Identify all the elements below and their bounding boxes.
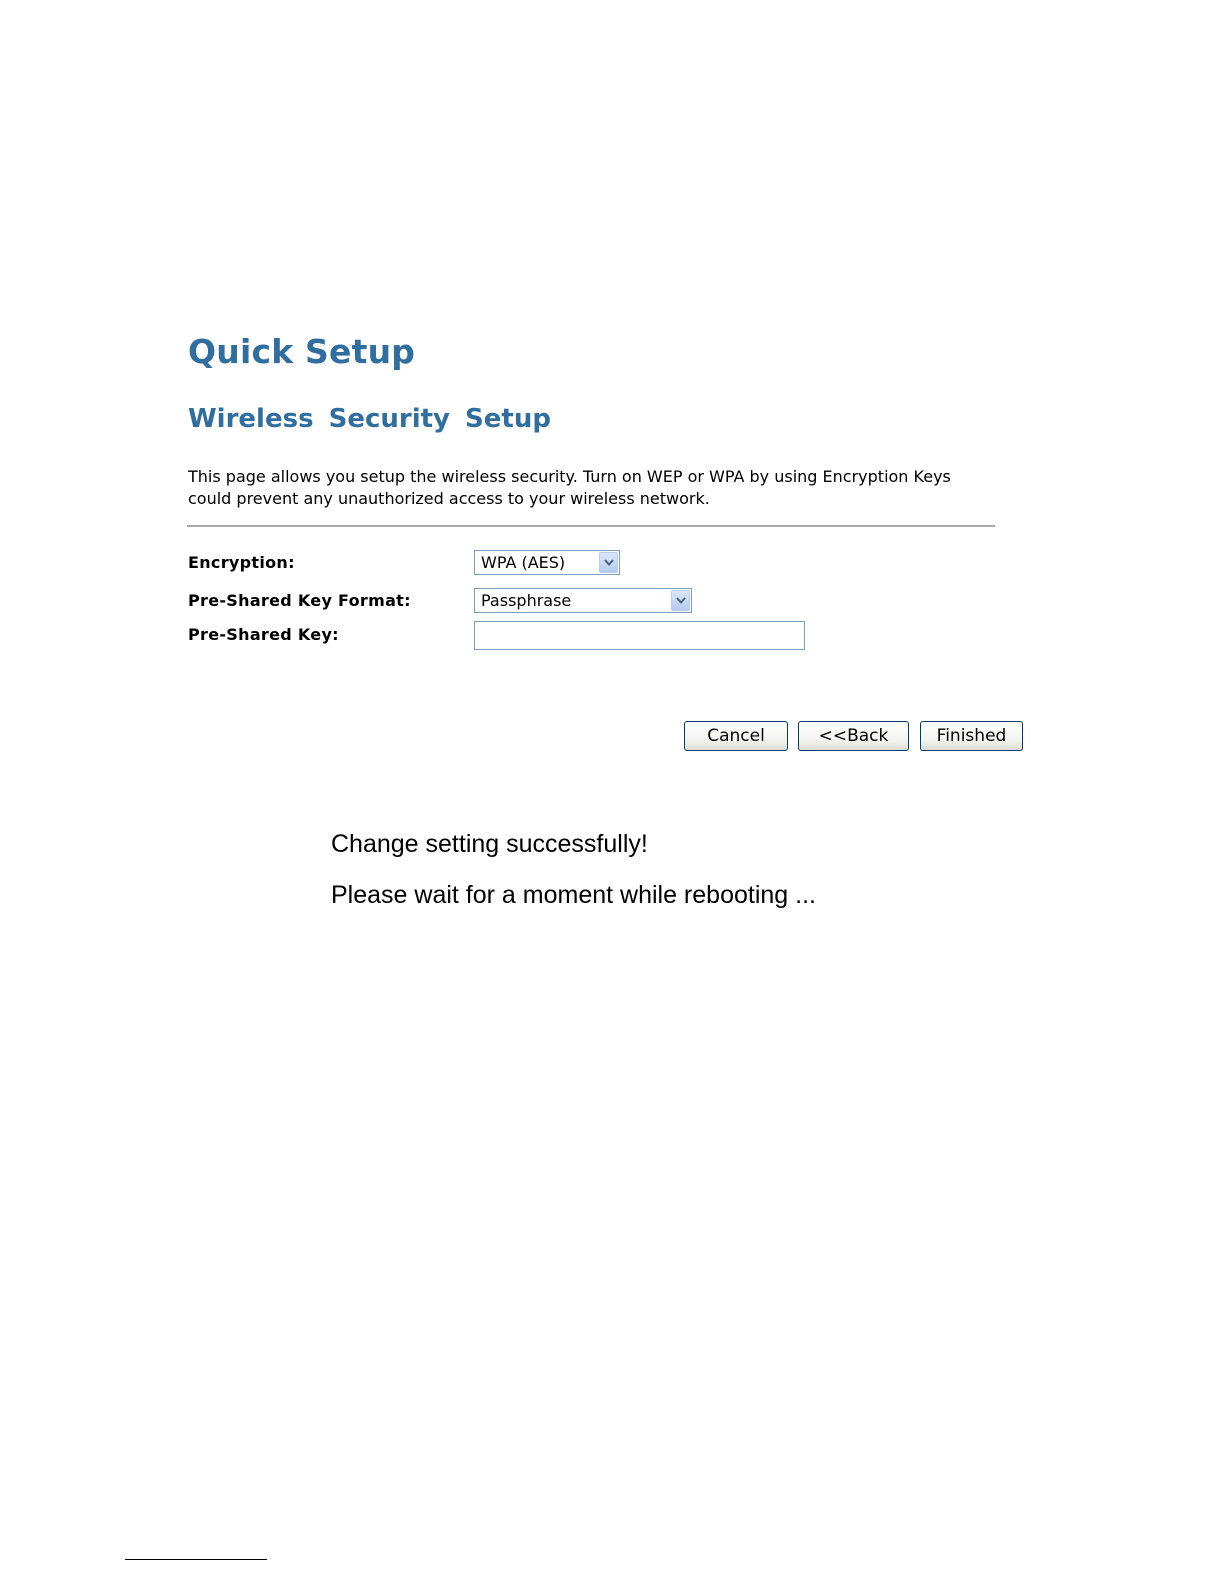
pre-shared-key-input[interactable] — [474, 621, 805, 650]
cancel-button[interactable]: Cancel — [684, 721, 788, 751]
encryption-select[interactable] — [474, 550, 620, 575]
chevron-down-icon[interactable] — [599, 552, 618, 573]
divider — [187, 525, 995, 527]
back-button[interactable]: <<Back — [798, 721, 909, 751]
encryption-select-value: WPA (AES) — [481, 553, 566, 572]
success-message: Change setting successfully! — [331, 830, 648, 858]
key-format-select[interactable] — [474, 588, 692, 613]
footnote-rule — [125, 1559, 267, 1560]
reboot-wait-message: Please wait for a moment while rebooting ... — [331, 881, 816, 909]
key-format-label: Pre-Shared Key Format: — [188, 591, 411, 610]
finished-button[interactable]: Finished — [920, 721, 1023, 751]
key-format-select-value: Passphrase — [481, 591, 572, 610]
page-title: Quick Setup — [188, 332, 416, 371]
encryption-label: Encryption: — [188, 553, 295, 572]
chevron-down-icon[interactable] — [671, 590, 690, 611]
pre-shared-key-label: Pre-Shared Key: — [188, 625, 339, 644]
section-title: Wireless Security Setup — [188, 404, 551, 434]
page-description: This page allows you setup the wireless security. Turn on WEP or WPA by using Encryption Keys could prevent any unauthorized access to your wireless network. — [188, 467, 951, 508]
